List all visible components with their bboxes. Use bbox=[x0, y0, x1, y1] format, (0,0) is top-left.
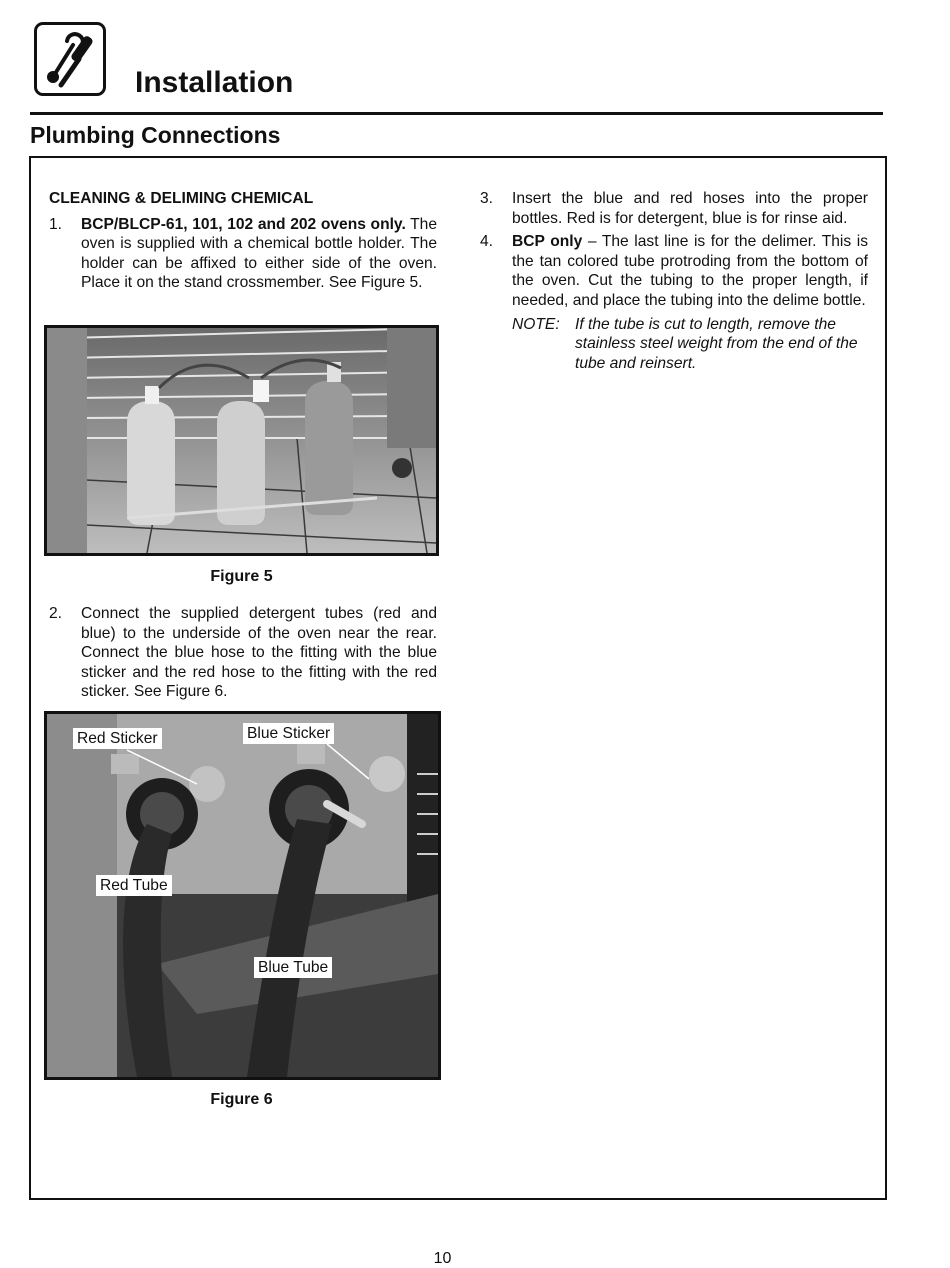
step-2 bbox=[49, 604, 437, 702]
blue-tube-label: Blue Tube bbox=[254, 957, 332, 978]
step-number: 4. bbox=[480, 233, 494, 251]
note-text: If the tube is cut to length, remove the stainless steel weight from the end of the tube and reinsert. bbox=[575, 315, 858, 372]
step-number: 3. bbox=[480, 190, 494, 207]
wrench-screwdriver-icon bbox=[34, 22, 106, 96]
step-bold: BCP only bbox=[512, 233, 583, 251]
chemical-heading: CLEANING & DELIMING CHEMICAL bbox=[49, 190, 314, 207]
note-label: NOTE: bbox=[512, 315, 560, 333]
step-body bbox=[81, 215, 437, 293]
figure-6-photo bbox=[44, 711, 441, 1080]
right-column bbox=[480, 189, 868, 373]
figure-5-caption: Figure 5 bbox=[210, 568, 273, 585]
step-body bbox=[512, 232, 868, 310]
step-text: – The last line is for the delimer. This is the tan colored tube protroding from the bottom of the oven. Cut the tubing to the proper length, if needed, and place the tubing into the delime bottle. bbox=[512, 233, 868, 309]
figure-5-photo bbox=[44, 325, 439, 556]
step-text: Connect the supplied detergent tubes (red and blue) to the underside of the oven near the rear. Connect the blue hose to the fitting with the blue sticker and the red hose to the fitting with the red sticker. See Figure 6. bbox=[81, 605, 437, 701]
red-sticker-label: Red Sticker bbox=[73, 728, 162, 749]
step-number: 2. bbox=[49, 605, 63, 622]
header-rule bbox=[30, 112, 883, 115]
blue-sticker-label: Blue Sticker bbox=[243, 723, 334, 744]
subsection-title: Plumbing Connections bbox=[30, 122, 281, 148]
left-column bbox=[49, 189, 437, 297]
section-title: Installation bbox=[135, 66, 294, 99]
step-text: Insert the blue and red hoses into the proper bottles. Red is for detergent, blue is for rinse aid. bbox=[512, 190, 868, 227]
step-4 bbox=[480, 232, 868, 310]
figure-6-caption: Figure 6 bbox=[210, 1091, 273, 1108]
step-bold: BCP/BLCP-61, 101, 102 and 202 ovens only. bbox=[81, 215, 406, 233]
step-3 bbox=[480, 189, 868, 228]
note bbox=[512, 315, 868, 374]
left-column-lower bbox=[49, 604, 437, 706]
step-text: The oven is supplied with a chemical bottle holder. The holder can be affixed to either side of the oven. Place it on the stand crossmember. See Figure 5. bbox=[81, 215, 438, 292]
red-tube-label: Red Tube bbox=[96, 875, 172, 896]
page-number: 10 bbox=[433, 1250, 452, 1267]
step-number: 1. bbox=[49, 215, 63, 233]
step-1 bbox=[49, 215, 437, 293]
